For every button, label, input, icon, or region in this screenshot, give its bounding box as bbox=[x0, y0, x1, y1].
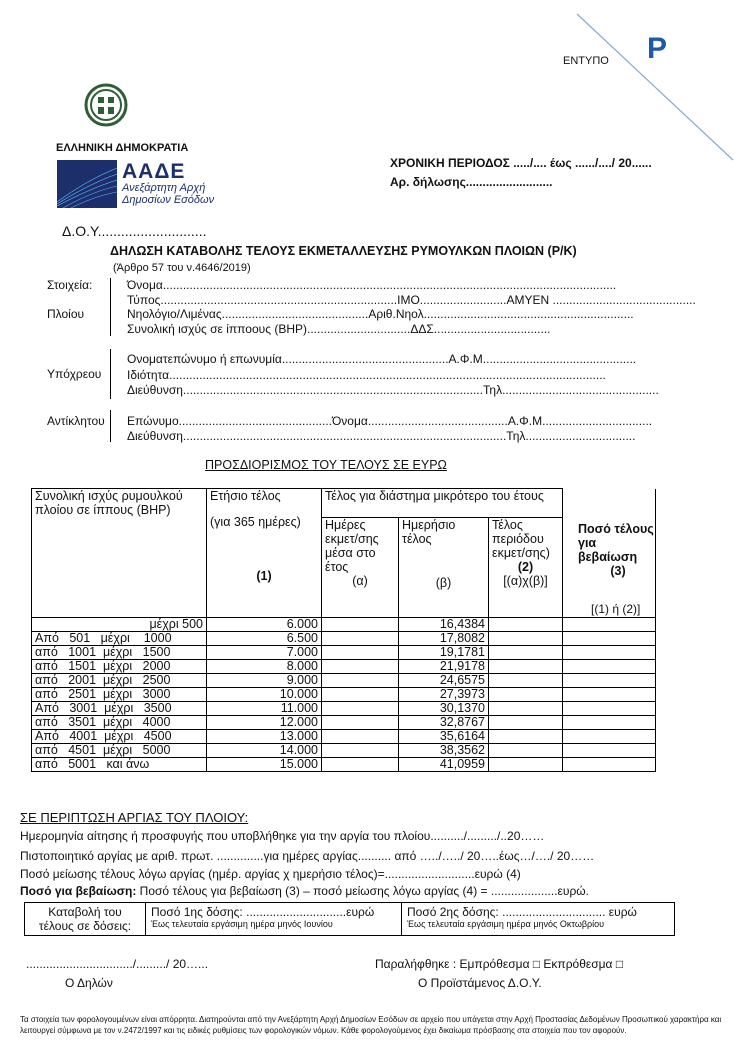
table-row bbox=[32, 674, 656, 688]
fee-table bbox=[31, 488, 656, 772]
header-period-formula: [(α)χ(β)] bbox=[503, 574, 548, 589]
days-cell[interactable] bbox=[322, 688, 399, 702]
cert-amount-cell[interactable] bbox=[563, 646, 656, 660]
idle-certify-amount bbox=[20, 884, 589, 898]
daily-fee-cell: 32,8767 bbox=[399, 716, 489, 730]
cert-amount-cell[interactable] bbox=[563, 674, 656, 688]
period-fee-cell[interactable] bbox=[489, 674, 563, 688]
power-range-cell: από 4501 μέχρι 5000 bbox=[32, 744, 207, 758]
declarant-label: Ο Δηλών bbox=[65, 976, 113, 990]
table-row bbox=[32, 730, 656, 744]
cert-amount-cell[interactable] bbox=[563, 688, 656, 702]
header-cert-label: Ποσό τέλους για βεβαίωση bbox=[578, 522, 654, 564]
header-period-num: (2) bbox=[517, 560, 534, 575]
daily-fee-cell: 16,4384 bbox=[399, 618, 489, 632]
days-cell[interactable] bbox=[322, 758, 399, 772]
daily-fee-cell: 17,8082 bbox=[399, 632, 489, 646]
header-daily-num: (β) bbox=[435, 576, 452, 591]
idle-request-date-field[interactable]: Ημερομηνία αίτησης ή προσφυγής που υποβλήθηκε για την αργία του πλοίου........../........./..20…… bbox=[20, 829, 545, 843]
privacy-footer: Τα στοιχεία των φορολογουμένων είναι απόρρητα. Διατηρούνται από την Ανεξάρτητη Αρχή Δημοσίων Εσόδων σε αρχείο που υπάγεται στην Αρχή Προστασίας Δεδομένων Προσωπικού χαρακτήρα και λειτουργεί σύμφωνα με τον ν.2472/1997 και τις ειδικές ρυθμίσεις των φορολογικών νόμων. Κάθε φορολογούμενος έχει δικαίωμα πρόσβασης στα στοιχεία που τον αφορούν. bbox=[20, 1015, 722, 1035]
received-checkboxes[interactable]: Παραλήφθηκε : Εμπρόθεσμα □ Εκπρόθεσμα □ bbox=[375, 957, 624, 971]
cert-amount-cell[interactable] bbox=[563, 618, 656, 632]
table-row bbox=[32, 758, 656, 772]
period-fee-cell[interactable] bbox=[489, 688, 563, 702]
tax-office-head-label: Ο Προϊστάμενος Δ.Ο.Υ. bbox=[418, 976, 542, 990]
idle-title: ΣΕ ΠΕΡΙΠΤΩΣΗ ΑΡΓΙΑΣ ΤΟΥ ΠΛΟΙΟΥ: bbox=[20, 810, 249, 825]
daily-fee-cell: 38,3562 bbox=[399, 744, 489, 758]
cert-amount-cell[interactable] bbox=[563, 758, 656, 772]
days-cell[interactable] bbox=[322, 702, 399, 716]
days-cell[interactable] bbox=[322, 716, 399, 730]
doy-field[interactable]: Δ.Ο.Υ............................ bbox=[62, 223, 207, 239]
days-cell[interactable] bbox=[322, 660, 399, 674]
sign-date-field[interactable]: ................................/........./ 20…... bbox=[26, 957, 209, 971]
fee-section-title: ΠΡΟΣΔΙΟΡΙΣΜΟΣ ΤΟΥ ΤΕΛΟΥΣ ΣΕ ΕΥΡΩ bbox=[205, 458, 447, 472]
period-fee-cell[interactable] bbox=[489, 660, 563, 674]
power-range-cell: Από 4001 μέχρι 4500 bbox=[32, 730, 207, 744]
authority-line1: Ανεξάρτητη Αρχή bbox=[122, 182, 206, 194]
rep-fields bbox=[127, 414, 652, 443]
power-range-cell: από 2001 μέχρι 2500 bbox=[32, 674, 207, 688]
rep-address-field[interactable]: Διεύθυνση.................................................................................................Τηλ................................. bbox=[127, 428, 636, 443]
form-title: ΔΗΛΩΣΗ ΚΑΤΑΒΟΛΗΣ ΤΕΛΟΥΣ ΕΚΜΕΤΑΛΛΕΥΣΗΣ ΡΥΜΟΥΛΚΩΝ ΠΛΟΙΩΝ (Ρ/Κ) bbox=[110, 244, 577, 258]
annual-fee-cell: 14.000 bbox=[207, 744, 322, 758]
declaration-number-field[interactable]: Αρ. δήλωσης.......................... bbox=[390, 175, 553, 189]
ship-registry-field[interactable]: Νηολόγιο/Λιμένας............................................Αριθ.Νηολ............................................................... bbox=[127, 307, 634, 321]
header-period-label: Τέλος περιόδου εκμετ/σης) bbox=[492, 518, 550, 561]
period-fee-cell[interactable] bbox=[489, 758, 563, 772]
owner-name-field[interactable]: Ονοματεπώνυμο ή επωνυμία..................................................Α.Φ.Μ.............................................. bbox=[127, 352, 637, 366]
header-cert bbox=[578, 522, 658, 578]
daily-fee-cell: 30,1370 bbox=[399, 702, 489, 716]
table-row bbox=[32, 660, 656, 674]
owner-address-field[interactable]: Διεύθυνση..........................................................................................Τηλ............................................... bbox=[127, 383, 659, 397]
cert-amount-cell[interactable] bbox=[563, 716, 656, 730]
days-cell[interactable] bbox=[322, 632, 399, 646]
rep-name-field[interactable]: Επώνυμο..............................................Όνομα..........................................Α.Φ.Μ................................. bbox=[127, 414, 653, 428]
rep-divider bbox=[110, 410, 111, 442]
annual-fee-cell: 8.000 bbox=[207, 660, 322, 674]
cert-amount-cell[interactable] bbox=[563, 660, 656, 674]
ship-label-2: Πλοίου bbox=[47, 307, 85, 321]
greek-emblem-icon bbox=[84, 82, 128, 128]
authority-abbr: ΑΑΔΕ bbox=[122, 160, 186, 183]
idle-certificate-field[interactable]: Πιστοποιητικό αργίας με αριθ. πρωτ. ..............για ημέρες αργίας.......... από …../…../ 20…..έως…/…./ 20…… bbox=[20, 849, 595, 863]
idle-certify-label: Ποσό για βεβαίωση: bbox=[20, 884, 137, 898]
installment-2-note: Έως τελευταία εργάσιμη ημέρα μηνός Οκτωβρίου bbox=[407, 919, 605, 929]
table-row bbox=[32, 688, 656, 702]
power-range-cell: μέχρι 500 bbox=[32, 618, 207, 632]
power-range-cell: από 5001 και άνω bbox=[32, 758, 207, 772]
cert-amount-cell[interactable] bbox=[563, 744, 656, 758]
idle-reduction-field[interactable]: Ποσό μείωσης τέλους λόγω αργίας (ημέρ. αργίας χ ημερήσιο τέλος)=...........................ευρώ (4) bbox=[20, 867, 521, 881]
table-row bbox=[32, 632, 656, 646]
owner-fields bbox=[127, 352, 659, 399]
days-cell[interactable] bbox=[322, 646, 399, 660]
period-fee-cell[interactable] bbox=[489, 744, 563, 758]
installment-1-note: Έως τελευταία εργάσιμη ημέρα μηνός Ιουνίου bbox=[151, 919, 333, 929]
rep-label: Αντίκλητου bbox=[47, 414, 105, 428]
power-range-cell: Από 3001 μέχρι 3500 bbox=[32, 702, 207, 716]
annual-fee-cell: 9.000 bbox=[207, 674, 322, 688]
table-row bbox=[32, 646, 656, 660]
header-short-period: Τέλος για διάστημα μικρότερο του έτους bbox=[322, 489, 563, 518]
installment-1[interactable] bbox=[146, 903, 402, 936]
header-annual-days: (για 365 ημέρες) bbox=[210, 515, 301, 529]
annual-fee-cell: 11.000 bbox=[207, 702, 322, 716]
ship-label-1: Στοιχεία: bbox=[47, 278, 93, 292]
period-fee-cell[interactable] bbox=[489, 730, 563, 744]
installment-1-amount[interactable]: Ποσό 1ης δόσης: ..............................ευρώ bbox=[151, 905, 375, 919]
header-power: Συνολική ισχύς ρυμουλκού πλοίου σε ίππους (ΒΗΡ) bbox=[32, 489, 207, 618]
installments-table bbox=[24, 902, 675, 936]
days-cell[interactable] bbox=[322, 730, 399, 744]
header-annual bbox=[207, 489, 322, 618]
period-fee-cell[interactable] bbox=[489, 632, 563, 646]
country-name: ΕΛΛΗΝΙΚΗ ΔΗΜΟΚΡΑΤΙΑ bbox=[56, 142, 189, 154]
table-row bbox=[32, 618, 656, 632]
installment-2[interactable] bbox=[402, 903, 675, 936]
days-cell[interactable] bbox=[322, 744, 399, 758]
header-annual-num: (1) bbox=[256, 569, 272, 583]
ship-name-field[interactable]: Όνομα........................................................................................................................................ bbox=[127, 278, 617, 292]
header-daily bbox=[399, 518, 489, 618]
table-row bbox=[32, 716, 656, 730]
header-cert-formula: [(1) ή (2)] bbox=[591, 602, 641, 616]
owner-capacity-field[interactable]: Ιδιότητα................................................................................................................................... bbox=[127, 367, 606, 382]
aade-logo-icon bbox=[57, 160, 117, 208]
period-fee-cell[interactable] bbox=[489, 716, 563, 730]
power-range-cell: Από 501 μέχρι 1000 bbox=[32, 632, 207, 646]
days-cell[interactable] bbox=[322, 674, 399, 688]
power-range-cell: από 2501 μέχρι 3000 bbox=[32, 688, 207, 702]
header-annual-label: Ετήσιο τέλος bbox=[210, 489, 281, 503]
annual-fee-cell: 12.000 bbox=[207, 716, 322, 730]
header-days-label: Ημέρες εκμετ/σης μέσα στο έτος bbox=[325, 518, 379, 575]
idle-certify-text[interactable]: Ποσό τέλους για βεβαίωση (3) – ποσό μείωσης λόγω αργίας (4) = ....................ευρώ. bbox=[136, 884, 589, 898]
ship-power-field[interactable]: Συνολική ισχύς σε ίπποους (ΒΗΡ)...............................ΔΔΣ................................... bbox=[127, 321, 551, 336]
period-fee-cell[interactable] bbox=[489, 646, 563, 660]
installments-label: Καταβολή του τέλους σε δόσεις: bbox=[25, 903, 146, 936]
form-subtitle: (Άρθρο 57 του ν.4646/2019) bbox=[113, 262, 251, 274]
annual-fee-cell: 15.000 bbox=[207, 758, 322, 772]
period-fee-cell[interactable] bbox=[489, 702, 563, 716]
daily-fee-cell: 27,3973 bbox=[399, 688, 489, 702]
cert-amount-cell[interactable] bbox=[563, 632, 656, 646]
ship-type-field[interactable]: Τύπος.......................................................................ΙΜΟ..........................ΑΜΥΕΝ ........................................... bbox=[127, 292, 696, 307]
annual-fee-cell: 6.500 bbox=[207, 632, 322, 646]
table-row bbox=[32, 744, 656, 758]
power-range-cell: από 1001 μέχρι 1500 bbox=[32, 646, 207, 660]
period-fee-cell[interactable] bbox=[489, 618, 563, 632]
daily-fee-cell: 41,0959 bbox=[399, 758, 489, 772]
power-range-cell: από 1501 μέχρι 2000 bbox=[32, 660, 207, 674]
authority-line2: Δημοσίων Εσόδων bbox=[122, 194, 215, 206]
form-letter: Ρ bbox=[647, 32, 668, 65]
ship-fields bbox=[127, 278, 696, 336]
header-days-num: (α) bbox=[352, 574, 368, 589]
daily-fee-cell: 19,1781 bbox=[399, 646, 489, 660]
annual-fee-cell: 10.000 bbox=[207, 688, 322, 702]
days-cell[interactable] bbox=[322, 618, 399, 632]
header-daily-label: Ημερήσιο τέλος bbox=[402, 518, 456, 547]
table-row bbox=[32, 702, 656, 716]
cert-amount-cell[interactable] bbox=[563, 730, 656, 744]
period-field[interactable]: ΧΡΟΝΙΚΗ ΠΕΡΙΟΔΟΣ ...../.... έως ....../..../ 20...... bbox=[390, 156, 652, 170]
daily-fee-cell: 35,6164 bbox=[399, 730, 489, 744]
header-period-fee bbox=[489, 518, 563, 618]
installment-2-amount[interactable]: Ποσό 2ης δόσης: ............................... ευρώ bbox=[407, 905, 637, 919]
form-label: ΕΝΤΥΠΟ bbox=[563, 55, 609, 67]
daily-fee-cell: 21,9178 bbox=[399, 660, 489, 674]
power-range-cell: από 3501 μέχρι 4000 bbox=[32, 716, 207, 730]
annual-fee-cell: 6.000 bbox=[207, 618, 322, 632]
daily-fee-cell: 24,6575 bbox=[399, 674, 489, 688]
header-days bbox=[322, 518, 399, 618]
annual-fee-cell: 7.000 bbox=[207, 646, 322, 660]
annual-fee-cell: 13.000 bbox=[207, 730, 322, 744]
ship-divider bbox=[110, 278, 111, 336]
owner-label: Υπόχρεου bbox=[47, 367, 102, 381]
owner-divider bbox=[110, 349, 111, 399]
cert-amount-cell[interactable] bbox=[563, 702, 656, 716]
header-cert-num: (3) bbox=[610, 564, 626, 578]
